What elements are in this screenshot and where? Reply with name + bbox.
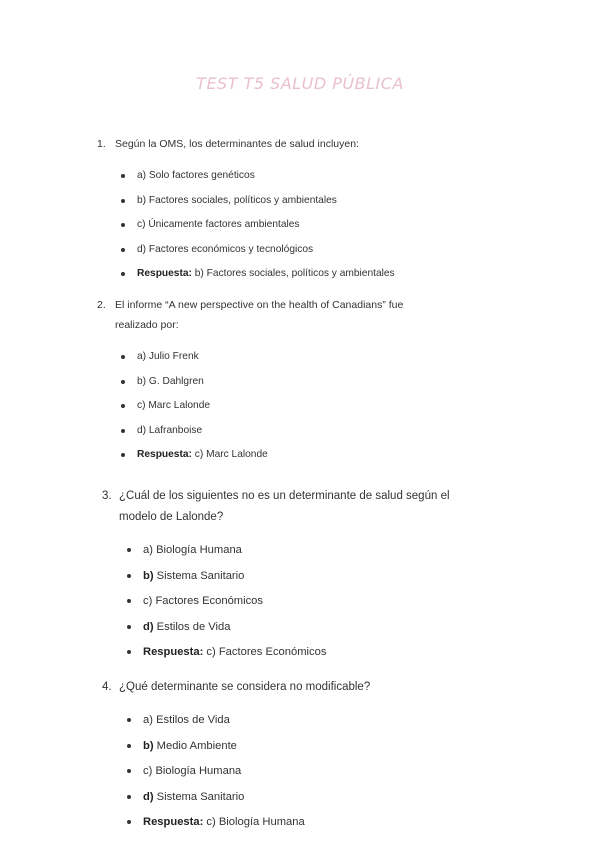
option-c: [127, 594, 326, 620]
question-1: [97, 134, 517, 154]
option-text: Biología Humana: [156, 544, 242, 556]
option-text: Medio Ambiente: [156, 739, 237, 752]
option-a: a) Solo factores genéticos: [121, 169, 395, 194]
option-text: Factores Económicos: [155, 595, 264, 607]
question-text: Según la OMS, los determinantes de salud incluyen:: [115, 138, 359, 150]
question-text: ¿Qué determinante se considera no modificable?: [119, 681, 371, 693]
option-b: b) Factores sociales, políticos y ambientales: [121, 194, 395, 219]
option-c: c) Únicamente factores ambientales: [121, 218, 395, 243]
option-text: Estilos de Vida: [156, 714, 230, 726]
option-letter: a): [143, 714, 153, 726]
option-text: Biología Humana: [155, 765, 242, 777]
answer-text: c) Marc Lalonde: [194, 449, 268, 460]
answer-text: c) Biología Humana: [206, 816, 305, 828]
answer-label: Respuesta:: [143, 816, 204, 828]
option-letter: d): [143, 790, 154, 803]
option-a: [127, 713, 305, 739]
option-text: Sistema Sanitario: [156, 569, 245, 582]
question-number: 1.: [97, 138, 106, 150]
answer-label: Respuesta:: [137, 449, 192, 460]
question-2: [97, 295, 417, 335]
answer-item: [121, 267, 395, 292]
option-c: c) Marc Lalonde: [121, 399, 268, 424]
answer-label: Respuesta:: [137, 268, 192, 279]
option-letter: d): [143, 620, 154, 633]
option-d: d) Factores económicos y tecnológicos: [121, 243, 395, 268]
option-b: [127, 739, 305, 765]
option-letter: a): [143, 544, 153, 556]
option-letter: c): [143, 765, 153, 777]
option-d: d) Lafranboise: [121, 424, 268, 449]
options-list-3: [127, 543, 326, 671]
answer-text: c) Factores Económicos: [206, 646, 327, 658]
option-letter: b): [143, 739, 154, 752]
option-text: Estilos de Vida: [156, 620, 231, 633]
answer-item: [127, 815, 305, 841]
question-number: 4.: [102, 681, 112, 693]
options-list-4: [127, 713, 305, 841]
answer-text: b) Factores sociales, políticos y ambientales: [194, 268, 395, 279]
option-text: Sistema Sanitario: [156, 790, 245, 803]
option-b: b) G. Dahlgren: [121, 375, 268, 400]
option-c: [127, 764, 305, 790]
option-letter: c): [143, 595, 153, 607]
question-number: 2.: [97, 299, 106, 311]
option-a: [127, 543, 326, 569]
answer-item: [121, 448, 268, 473]
option-letter: b): [143, 569, 154, 582]
page-title: TEST T5 SALUD PÚBLICA: [196, 74, 404, 93]
question-number: 3.: [102, 490, 112, 502]
options-list-2: [121, 350, 268, 473]
answer-item: [127, 645, 326, 671]
question-4: [102, 677, 472, 698]
answer-label: Respuesta:: [143, 646, 204, 658]
option-d: [127, 620, 326, 646]
option-b: [127, 569, 326, 595]
option-a: a) Julio Frenk: [121, 350, 268, 375]
option-d: [127, 790, 305, 816]
question-3: [102, 486, 472, 528]
question-text: ¿Cuál de los siguientes no es un determinante de salud según el modelo de Lalonde?: [119, 490, 450, 523]
options-list-1: [121, 169, 395, 292]
question-text: El informe “A new perspective on the health of Canadians” fue realizado por:: [115, 299, 404, 331]
